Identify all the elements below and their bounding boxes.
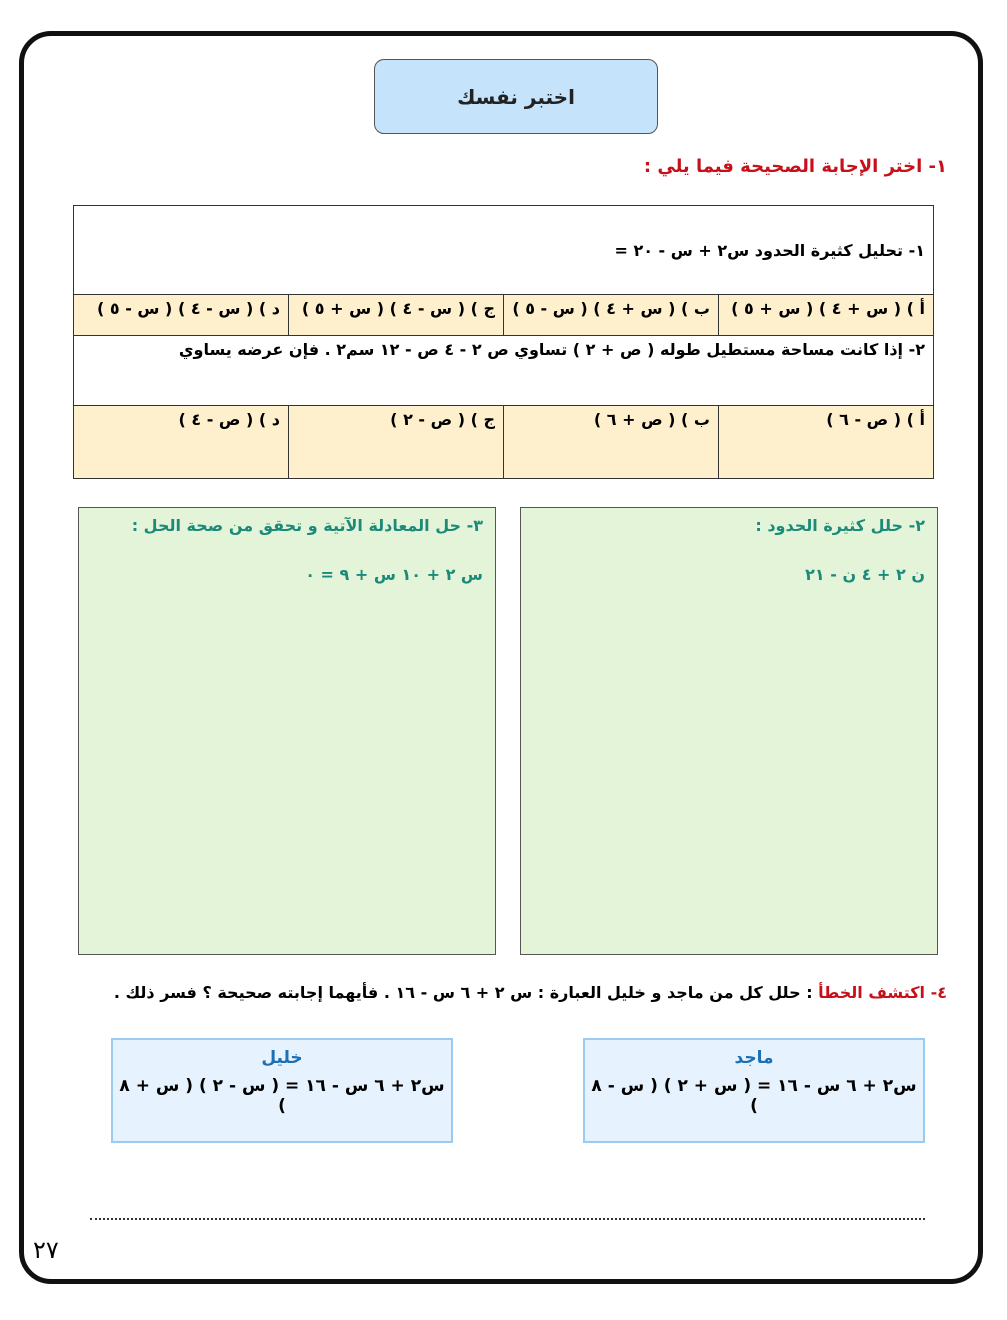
student-answer: س٢ + ٦ س - ١٦ = ( س - ٢ ) ( س + ٨ ) — [119, 1076, 445, 1116]
question-2: ٢- إذا كانت مساحة مستطيل طوله ( ص + ٢ ) تساوي ص ٢ - ٤ ص - ١٢ سم٢ . فإن عرضه يساوي — [74, 336, 934, 406]
option[interactable]: ج ) ( س - ٤ ) ( س + ٥ ) — [289, 295, 504, 336]
factor-box[interactable] — [520, 507, 938, 955]
answer-line[interactable] — [90, 1218, 925, 1220]
box-expression: ن ٢ + ٤ ن - ٢١ — [805, 565, 925, 584]
box-title: ٢- حلل كثيرة الحدود : — [755, 516, 925, 535]
page-number: ٢٧ — [33, 1236, 59, 1264]
question-4 — [114, 983, 947, 1002]
question-1: ١- تحليل كثيرة الحدود س٢ + س - ٢٠ = — [74, 206, 934, 295]
option[interactable]: أ ) ( ص - ٦ ) — [719, 406, 934, 479]
q4-label: ٤- اكتشف الخطأ — [818, 983, 947, 1002]
student-name: ماجد — [734, 1048, 774, 1068]
q4-text: : حلل كل من ماجد و خليل العبارة : س ٢ + ٦ س - ١٦ . فأيهما إجابته صحيحة ؟ فسر ذلك . — [113, 983, 813, 1002]
box-title: ٣- حل المعادلة الآتية و تحقق من صحة الحل : — [131, 516, 483, 535]
solve-box[interactable] — [78, 507, 496, 955]
option[interactable]: ب ) ( ص + ٦ ) — [504, 406, 719, 479]
khalil-box — [111, 1038, 453, 1143]
multiple-choice-table — [73, 205, 934, 479]
option[interactable]: ج ) ( ص - ٢ ) — [289, 406, 504, 479]
option[interactable]: أ ) ( س + ٤ ) ( س + ٥ ) — [719, 295, 934, 336]
option[interactable]: ب ) ( س + ٤ ) ( س - ٥ ) — [504, 295, 719, 336]
student-answer: س٢ + ٦ س - ١٦ = ( س + ٢ ) ( س - ٨ ) — [591, 1076, 917, 1116]
page-title: اختبر نفسك — [374, 59, 658, 134]
student-name: خليل — [261, 1048, 303, 1068]
majed-box — [583, 1038, 925, 1143]
box-expression: س ٢ + ١٠ س + ٩ = ٠ — [305, 565, 483, 584]
section-heading: ١- اختر الإجابة الصحيحة فيما يلي : — [643, 156, 947, 177]
option[interactable]: د ) ( س - ٤ ) ( س - ٥ ) — [74, 295, 289, 336]
option[interactable]: د ) ( ص - ٤ ) — [74, 406, 289, 479]
